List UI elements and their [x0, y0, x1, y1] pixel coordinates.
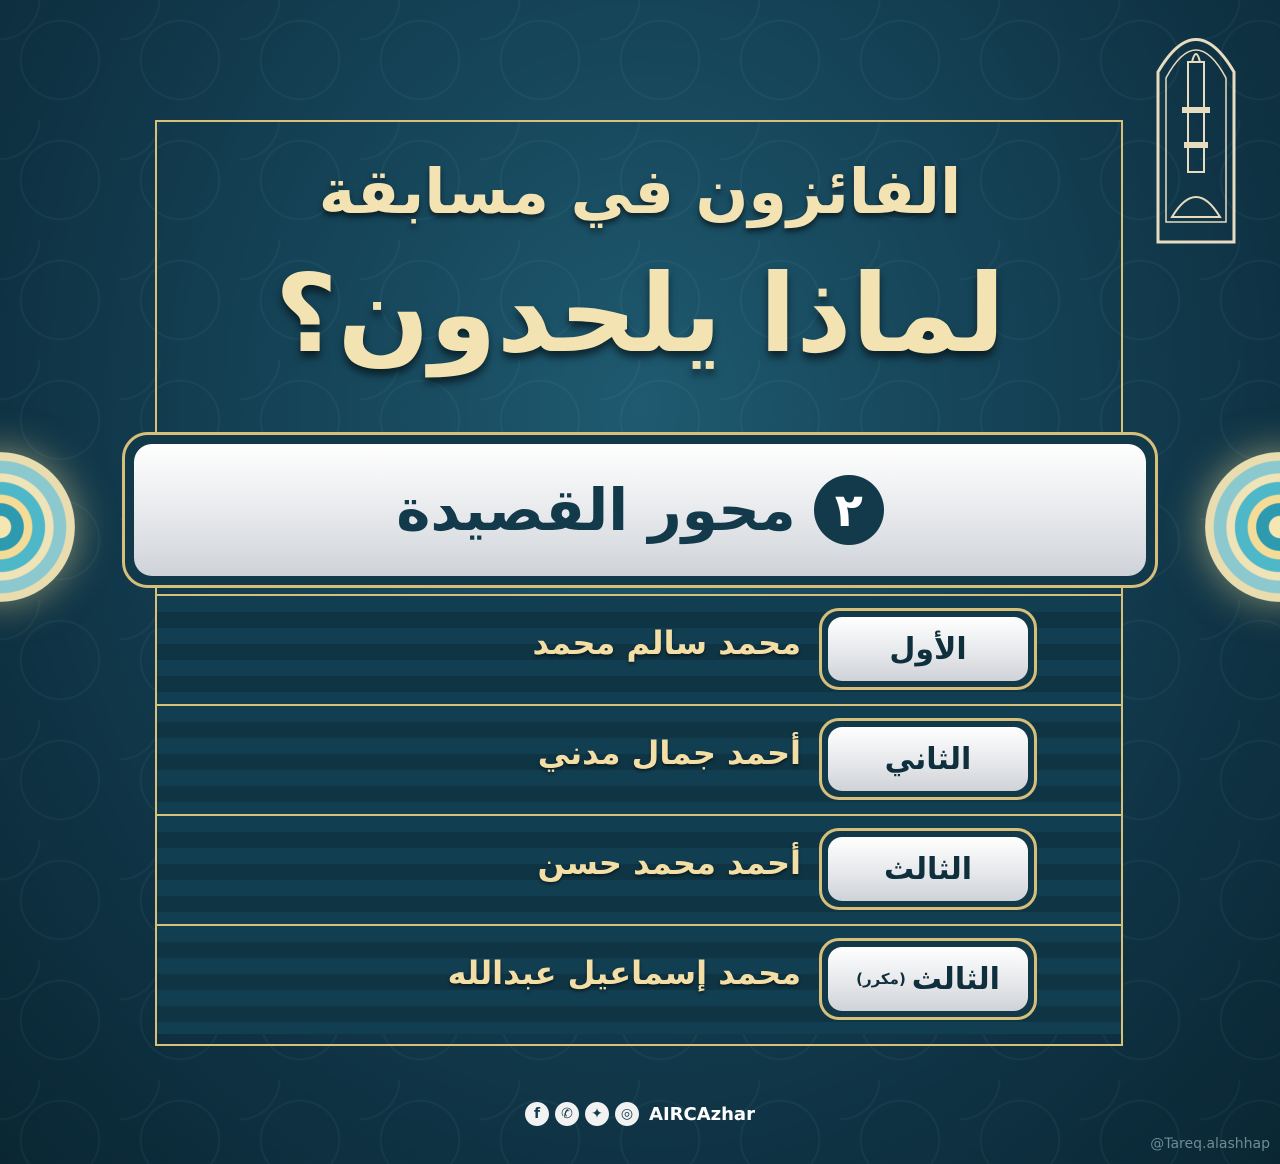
title-line-1: الفائزون في مسابقة	[318, 155, 962, 228]
winner-row-3	[157, 814, 1121, 924]
rank-label: الأول	[889, 631, 967, 667]
winner-name: محمد إسماعيل عبدالله	[447, 954, 801, 992]
category-banner	[122, 432, 1158, 588]
whatsapp-icon[interactable]: ✆	[555, 1102, 579, 1126]
social-bar	[0, 1102, 1280, 1126]
winner-name: محمد سالم محمد	[532, 624, 801, 662]
winner-row-1	[157, 594, 1121, 704]
category-label: محور القصيدة	[396, 476, 796, 544]
facebook-icon[interactable]: f	[525, 1102, 549, 1126]
rank-badge	[819, 608, 1037, 690]
twitter-icon[interactable]: ✦	[585, 1102, 609, 1126]
watermark: @Tareq.alashhap	[1150, 1136, 1270, 1152]
winner-row-4	[157, 924, 1121, 1034]
rank-badge	[819, 938, 1037, 1020]
category-banner-inner	[134, 444, 1146, 576]
rank-label: الثاني	[884, 741, 972, 777]
social-handle[interactable]: AIRCAzhar	[649, 1103, 755, 1125]
rank-label: الثالث	[911, 961, 1000, 997]
rank-badge	[819, 828, 1037, 910]
rank-note: (مكرر)	[856, 970, 906, 988]
rank-label: الثالث	[883, 851, 973, 887]
title-line-2: لماذا يلحدون؟	[274, 252, 1006, 377]
winner-name: أحمد جمال مدني	[537, 734, 801, 772]
instagram-icon[interactable]: ◎	[615, 1102, 639, 1126]
rank-badge	[819, 718, 1037, 800]
category-number-badge: ٢	[814, 475, 884, 545]
winner-row-2	[157, 704, 1121, 814]
winner-name: أحمد محمد حسن	[537, 844, 801, 882]
